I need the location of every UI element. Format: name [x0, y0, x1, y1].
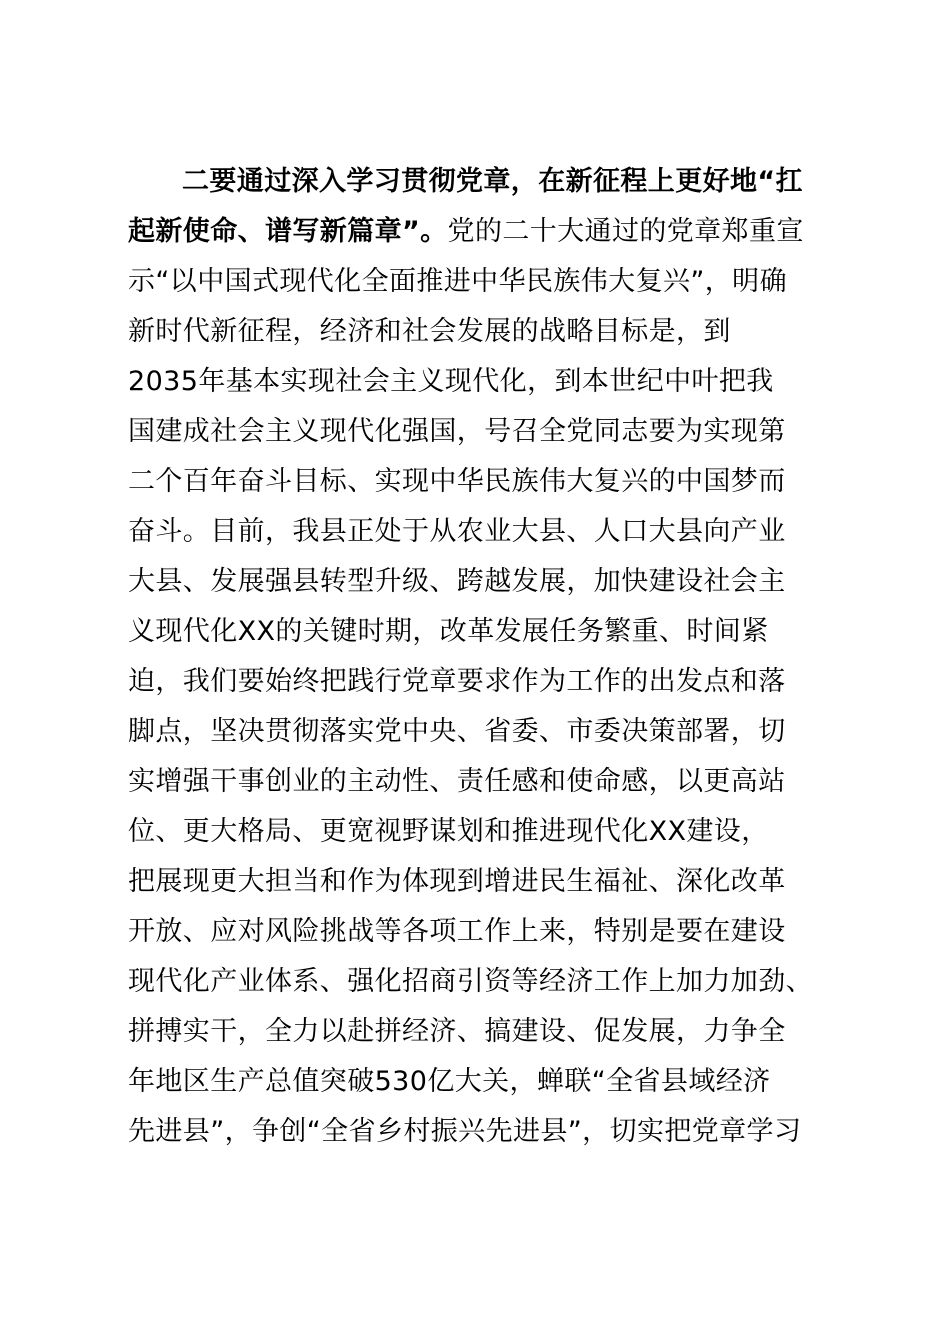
paragraph-line: 把展现更大担当和作为体现到增进民生福祉、深化改革 [128, 866, 786, 897]
paragraph-line: 大县、发展强县转型升级、跨越发展，加快建设社会主 [128, 566, 786, 597]
paragraph-line: 先进县”，争创“全省乡村振兴先进县”，切实把党章学习 [128, 1116, 802, 1147]
paragraph-line: 位、更大格局、更宽视野谋划和推进现代化XX建设， [128, 816, 769, 847]
paragraph-line [128, 157, 843, 207]
paragraph-line: 迫，我们要始终把践行党章要求作为工作的出发点和落 [128, 666, 786, 697]
paragraph-line [128, 207, 843, 257]
paragraph-line: 脚点，坚决贯彻落实党中央、省委、市委决策部署，切 [128, 716, 786, 747]
bold-heading-text: 二要通过深入学习贯彻党章，在新征程上更好地“扛 [182, 166, 803, 197]
paragraph-line: 奋斗。目前，我县正处于从农业大县、人口大县向产业 [128, 516, 786, 547]
paragraph-line: 示“以中国式现代化全面推进中华民族伟大复兴”，明确 [128, 266, 787, 297]
line-text: 党的二十大通过的党章郑重宣 [447, 216, 804, 247]
paragraph-line: 国建成社会主义现代化强国，号召全党同志要为实现第 [128, 416, 786, 447]
paragraph-line: 二个百年奋斗目标、实现中华民族伟大复兴的中国梦而 [128, 466, 786, 497]
paragraph-line: 开放、应对风险挑战等各项工作上来，特别是要在建设 [128, 916, 786, 947]
paragraph-line: 年地区生产总值突破530亿大关，蝉联“全省县域经济 [128, 1066, 771, 1097]
body-paragraph [128, 157, 843, 1157]
paragraph-line: 现代化产业体系、强化招商引资等经济工作上加力加劲、 [128, 966, 813, 997]
bold-heading-text: 起新使命、谱写新篇章”。 [128, 216, 448, 247]
paragraph-line: 2035年基本实现社会主义现代化，到本世纪中叶把我 [128, 366, 774, 397]
paragraph-line: 义现代化XX的关键时期，改革发展任务繁重、时间紧 [128, 616, 769, 647]
paragraph-line: 拼搏实干，全力以赴拼经济、搞建设、促发展，力争全 [128, 1016, 786, 1047]
paragraph-line: 新时代新征程，经济和社会发展的战略目标是，到 [128, 316, 731, 347]
paragraph-line: 实增强干事创业的主动性、责任感和使命感，以更高站 [128, 766, 786, 797]
